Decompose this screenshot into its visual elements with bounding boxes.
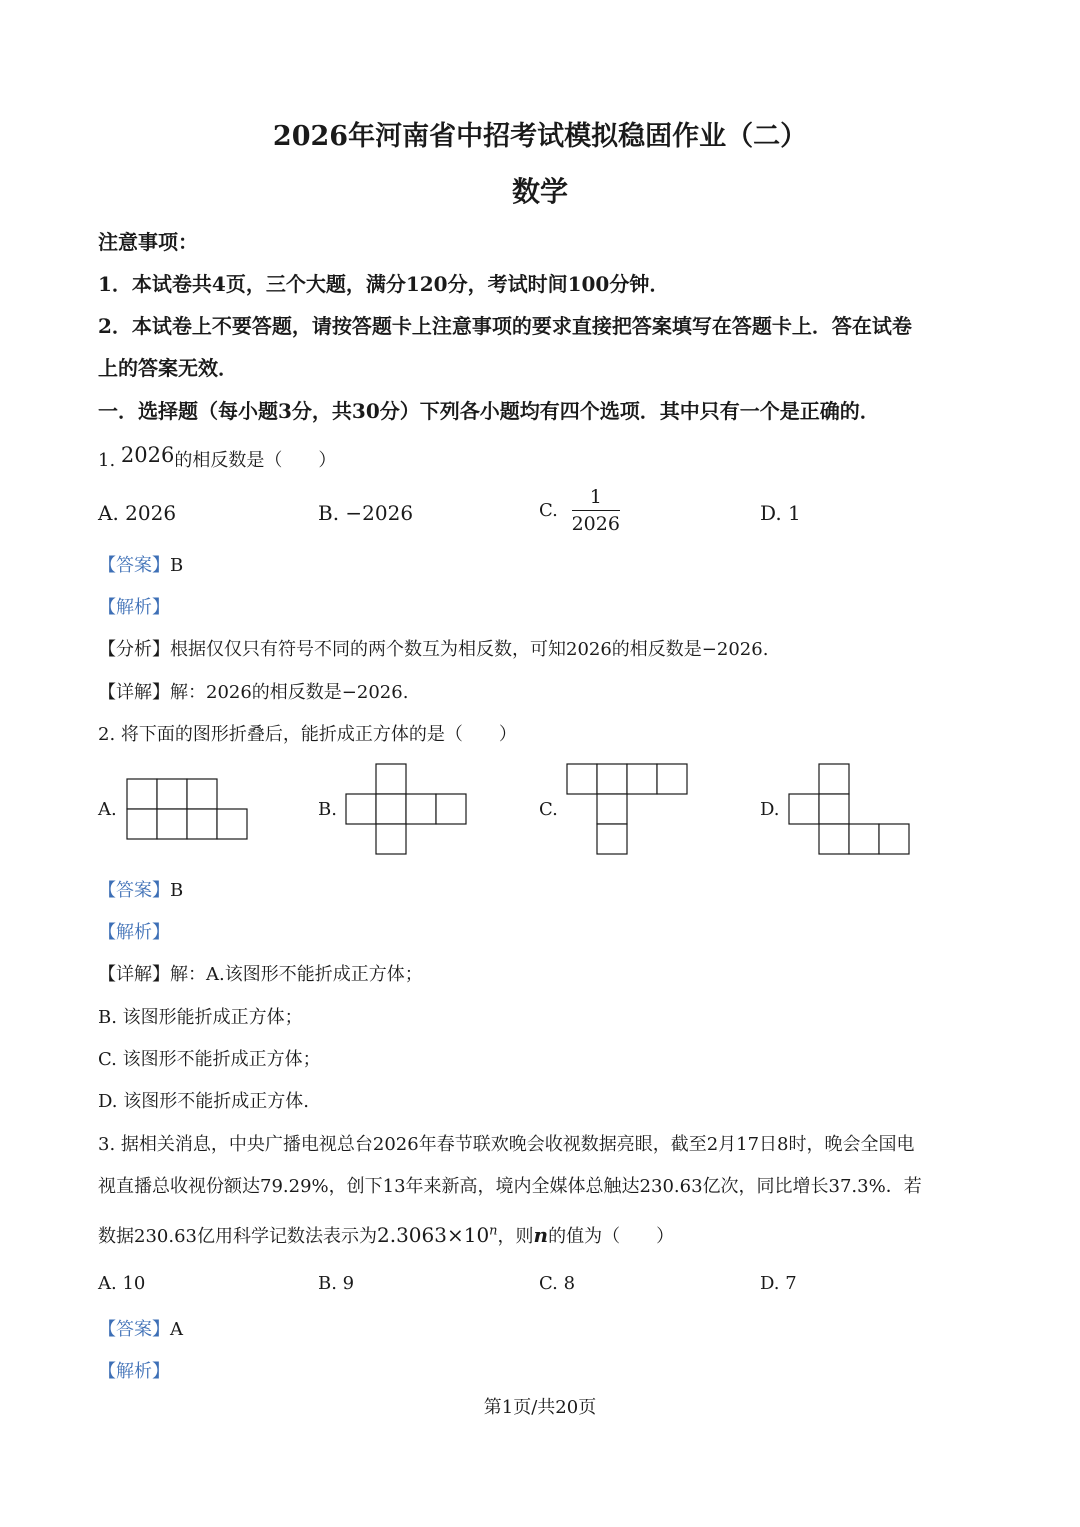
question-1-detail: [98, 678, 408, 704]
answer-value: B: [170, 555, 184, 576]
detail-tag: 【详解】: [98, 964, 170, 985]
notation-exponent: n: [489, 1223, 498, 1239]
question-3-line-3: [98, 1222, 674, 1248]
question-2-stem: 2. 将下面的图形折叠后，能折成正方体的是（ ）: [98, 724, 517, 745]
question-2-option-c-label: C.: [539, 799, 558, 820]
notice-item-1: 1．本试卷共4页，三个大题，满分120分，考试时间100分钟．: [98, 272, 670, 296]
fraction-numerator: 1: [572, 486, 620, 511]
question-2-detail-a: [98, 960, 423, 986]
line-3-prefix: 数据230.63亿用科学记数法表示为: [98, 1226, 377, 1247]
question-1-text: 的相反数是（ ）: [174, 450, 337, 471]
question-2-option-d-label: D.: [760, 799, 780, 820]
question-1-stem: [98, 443, 337, 472]
answer-tag: 【答案】: [98, 555, 170, 576]
line-3-end: 的值为（ ）: [548, 1226, 675, 1247]
question-3-option-b: B. 9: [318, 1273, 355, 1294]
question-1-fenxi: [98, 635, 768, 661]
detail-tag: 【详解】: [98, 682, 170, 703]
paper-subject: 数学: [511, 175, 568, 208]
cube-net-b: [345, 763, 469, 855]
notation-base: 2.3063×10: [376, 1223, 490, 1247]
fenxi-text: 根据仅仅只有符号不同的两个数互为相反数，可知2026的相反数是−2026.: [170, 639, 769, 660]
question-1-value: 2026: [120, 443, 175, 467]
notice-item-2-line-1: 2．本试卷上不要答题，请按答题卡上注意事项的要求直接把答案填写在答题卡上．答在试卷: [98, 314, 912, 338]
answer-tag: 【答案】: [98, 880, 170, 901]
question-3-option-d: D. 7: [760, 1273, 797, 1294]
option-c-fraction: [572, 486, 620, 535]
notice-item-2-line-2: 上的答案无效．: [98, 356, 238, 380]
question-2-detail-d: D. 该图形不能折成正方体.: [98, 1091, 309, 1112]
question-2-detail-c: C. 该图形不能折成正方体；: [98, 1049, 321, 1070]
question-2-option-a-label: A.: [98, 799, 117, 820]
question-3-option-c: C. 8: [539, 1273, 576, 1294]
notice-heading: 注意事项：: [98, 230, 198, 254]
answer-value: A: [170, 1319, 183, 1340]
fenxi-tag: 【分析】: [98, 639, 170, 660]
cube-net-a: [126, 778, 250, 840]
question-3-line-1: 3. 据相关消息，中央广播电视总台2026年春节联欢晚会收视数据亮眼，截至2月17日8时，晚会全国电: [98, 1134, 915, 1155]
cube-net-c: [566, 763, 690, 855]
question-1-answer: [98, 551, 183, 577]
paper-title: 2026年河南省中招考试模拟稳固作业（二）: [272, 121, 808, 152]
detail-text: 解：2026的相反数是−2026.: [170, 682, 409, 703]
option-c-label: C.: [539, 500, 558, 521]
question-2-detail-b: B. 该图形能折成正方体；: [98, 1007, 303, 1028]
question-1-number: 1.: [98, 450, 116, 471]
answer-tag: 【答案】: [98, 1319, 170, 1340]
question-1-option-b: B. −2026: [318, 501, 414, 525]
section-1-heading: 一．选择题（每小题3分，共30分）下列各小题均有四个选项．其中只有一个是正确的．: [98, 399, 880, 423]
question-3-answer: [98, 1315, 183, 1341]
question-3-analysis-tag: 【解析】: [98, 1361, 170, 1382]
question-1-analysis-tag: 【解析】: [98, 597, 170, 618]
variable-n: n: [533, 1223, 549, 1247]
answer-value: B: [170, 880, 184, 901]
question-1-option-c: [539, 486, 620, 535]
question-2-option-b-label: B.: [318, 799, 337, 820]
question-1-option-a: A. 2026: [98, 501, 177, 525]
question-2-answer: [98, 876, 183, 902]
question-1-option-d: D. 1: [760, 501, 801, 525]
cube-net-d: [788, 763, 912, 855]
scientific-notation: [377, 1223, 498, 1247]
question-2-analysis-tag: 【解析】: [98, 922, 170, 943]
detail-text: 解：A.该图形不能折成正方体；: [170, 964, 423, 985]
page-footer: 第1页/共20页: [483, 1397, 597, 1418]
question-3-line-2: 视直播总收视份额达79.29%，创下13年来新高，境内全媒体总触达230.63亿次，同比增长37.3%．若: [98, 1176, 922, 1197]
question-3-option-a: A. 10: [98, 1273, 146, 1294]
fraction-denominator: 2026: [571, 513, 620, 535]
line-3-then: ，则: [497, 1226, 534, 1247]
